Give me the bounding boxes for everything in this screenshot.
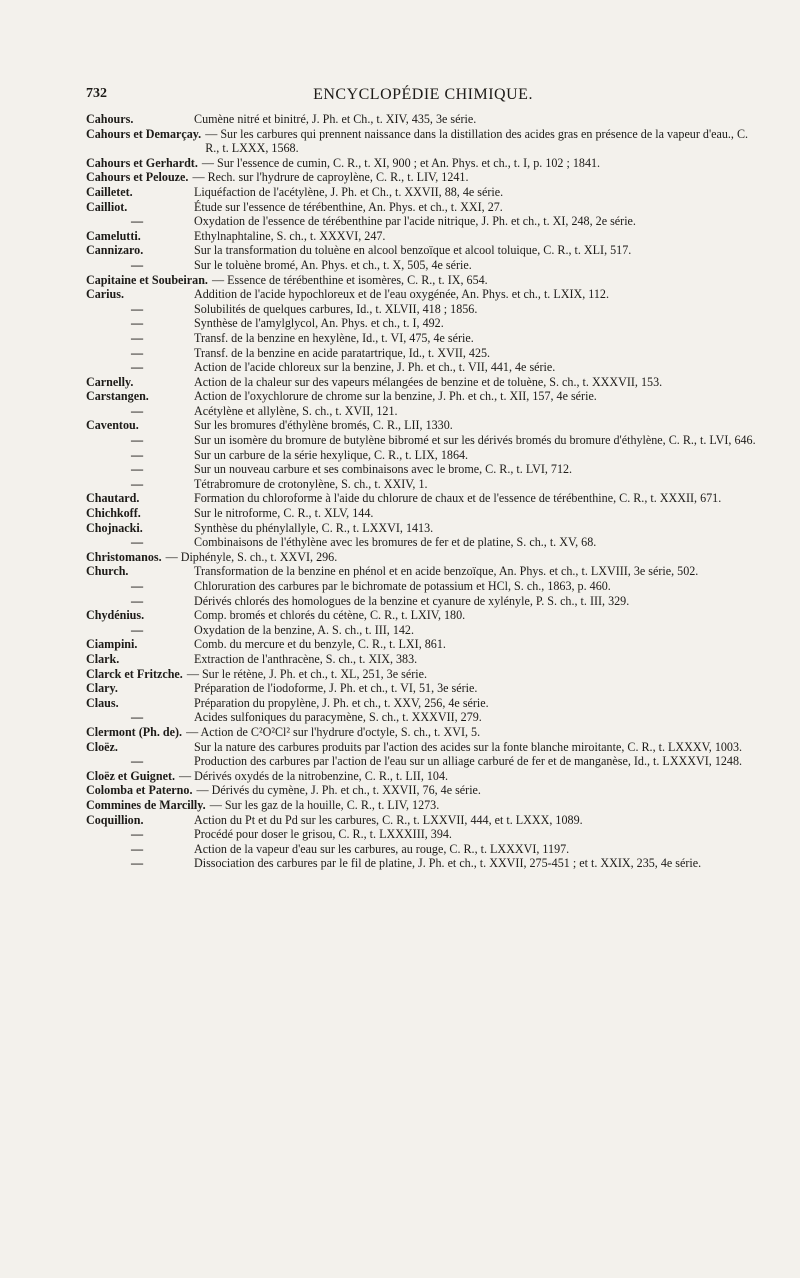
bibliography-entry [86,754,760,769]
entry-author: — [130,710,144,725]
entry-text: Sur un carbure de la série hexylique, C. R., t. LIX, 1864. [194,447,469,462]
bibliography-entry [86,156,760,171]
entry-author: — [130,856,144,871]
entry-author: Cahours et Demarçay. [86,126,202,141]
entry-text: Acides sulfoniques du paracymène, S. ch., t. XXXVII, 279. [194,710,482,725]
entry-author: Church. [86,564,129,579]
entry-author: — [130,462,144,477]
bibliography-entry [86,594,760,609]
bibliography-entry [86,856,760,871]
entry-text: — Sur l'essence de cumin, C. R., t. XI, 900 ; et An. Phys. et ch., t. I, p. 102 ; 1841. [201,155,601,170]
entry-author: Colomba et Paterno. [86,783,193,798]
bibliography-entry [86,448,760,463]
entry-author: Capitaine et Soubeiran. [86,272,208,287]
entry-author: Chojnacki. [86,520,143,535]
entry-author: Chydénius. [86,608,145,623]
bibliography-entry [86,229,760,244]
entry-text: Sur le nitroforme, C. R., t. XLV, 144. [194,506,374,521]
bibliography-entry [86,550,760,565]
bibliography-entry [86,331,760,346]
entry-text: Action de l'acide chloreux sur la benzine, J. Ph. et ch., t. VII, 441, 4e série. [194,360,556,375]
entry-text: Addition de l'acide hypochloreux et de l'eau oxygénée, An. Phys. et ch., t. LXIX, 112. [194,287,609,302]
entry-text: Transformation de la benzine en phénol et en acide benzoïque, An. Phys. et ch., t. LXVIII, 3e série, 502. [194,564,699,579]
bibliography-entry [86,637,760,652]
bibliography-entry [86,127,760,156]
entry-text: Sur la transformation du toluène en alcool benzoïque et alcool toluique, C. R., t. XLI, 517. [194,243,632,258]
entry-text: Sur la nature des carbures produits par l'action des acides sur la fonte blanche miroitante, C. R., t. LXXXV, 1003. [194,739,743,754]
entry-author: Chichkoff. [86,506,141,521]
entry-author: — [130,330,144,345]
entry-author: Carnelly. [86,374,134,389]
entry-text: Synthèse de l'amylglycol, An. Phys. et ch., t. I, 492. [194,316,444,331]
entry-author: Christomanos. [86,549,162,564]
bibliography-entry [86,710,760,725]
entry-author: Caventou. [86,418,139,433]
entry-text: Extraction de l'anthracène, S. ch., t. XIX, 383. [194,651,418,666]
bibliography-list [86,112,760,871]
entry-text: — Action de C²O²Cl² sur l'hydrure d'octyle, S. ch., t. XVI, 5. [186,724,481,739]
bibliography-entry [86,681,760,696]
bibliography-entry [86,725,760,740]
entry-text: Liquéfaction de l'acétylène, J. Ph. et Ch., t. XXVII, 88, 4e série. [194,184,504,199]
entry-text: Sur les bromures d'éthylène bromés, C. R., LII, 1330. [194,418,453,433]
entry-text: Procédé pour doser le grisou, C. R., t. LXXXIII, 394. [194,827,452,842]
entry-text: — Dérivés du cymène, J. Ph. et ch., t. XXVII, 76, 4e série. [196,783,481,798]
entry-author: Cahours. [86,112,134,126]
bibliography-entry [86,433,760,448]
entry-text: — Sur les gaz de la houille, C. R., t. LIV, 1273. [209,797,440,812]
entry-text: Oxydation de la benzine, A. S. ch., t. III, 142. [194,622,414,637]
entry-text: Solubilités de quelques carbures, Id., t. XLVII, 418 ; 1856. [194,301,478,316]
bibliography-entry [86,243,760,258]
bibliography-entry [86,185,760,200]
entry-author: — [130,593,144,608]
entry-author: Chautard. [86,491,140,506]
bibliography-entry [86,740,760,755]
bibliography-entry [86,477,760,492]
bibliography-entry [86,360,760,375]
entry-author: — [130,301,144,316]
bibliography-entry [86,112,760,127]
bibliography-entry [86,623,760,638]
entry-text: — Sur les carbures qui prennent naissance dans la distillation des acides gras en présence de la vapeur d'eau., C. R., t. LXXX, 1568. [205,126,749,156]
entry-text: Tétrabromure de crotonylène, S. ch., t. XXIV, 1. [194,476,428,491]
entry-author: — [130,754,144,769]
running-title: ENCYCLOPÉDIE CHIMIQUE. [313,86,533,103]
entry-text: Sur le toluène bromé, An. Phys. et ch., t. X, 505, 4e série. [194,257,472,272]
entry-author: Cahours et Gerhardt. [86,155,198,170]
entry-author: — [130,345,144,360]
entry-text: Action de la chaleur sur des vapeurs mélangées de benzine et de toluène, S. ch., t. XXXVII, 153. [194,374,663,389]
entry-author: — [130,579,144,593]
bibliography-entry [86,170,760,185]
entry-author: — [130,841,144,856]
entry-text: Comp. bromés et chlorés du cétène, C. R., t. LXIV, 180. [194,608,466,623]
entry-text: Étude sur l'essence de térébenthine, An. Phys. et ch., t. XXI, 27. [194,199,503,214]
entry-author: — [130,827,144,842]
entry-text: Dérivés chlorés des homologues de la benzine et cyanure de xylényle, P. S. ch., t. III, 329. [194,593,630,608]
entry-text: Action de l'oxychlorure de chrome sur la benzine, J. Ph. et ch., t. XII, 157, 4e série. [194,389,597,404]
bibliography-entry [86,491,760,506]
bibliography-entry [86,769,760,784]
entry-author: Carius. [86,287,124,302]
entry-author: — [130,622,144,637]
entry-text: Chloruration des carbures par le bichromate de potassium et HCl, S. ch., 1863, p. 460. [194,579,611,593]
bibliography-entry [86,696,760,711]
bibliography-entry [86,200,760,215]
bibliography-entry [86,258,760,273]
entry-author: Ciampini. [86,637,138,652]
entry-text: Synthèse du phénylallyle, C. R., t. LXXVI, 1413. [194,520,434,535]
entry-author: Commines de Marcilly. [86,797,206,812]
entry-text: Préparation de l'iodoforme, J. Ph. et ch., t. VI, 51, 3e série. [194,681,478,696]
entry-text: Transf. de la benzine en hexylène, Id., t. VI, 475, 4e série. [194,330,474,345]
bibliography-entry [86,652,760,667]
entry-author: — [130,316,144,331]
entry-author: Cannizaro. [86,243,144,258]
entry-text: Action de la vapeur d'eau sur les carbures, au rouge, C. R., t. LXXXVI, 1197. [194,841,570,856]
bibliography-entry [86,535,760,550]
entry-text: — Sur le rétène, J. Ph. et ch., t. XL, 251, 3e série. [186,666,427,681]
entry-author: Carstangen. [86,389,149,404]
entry-text: — Rech. sur l'hydrure de caproylène, C. R., t. LIV, 1241. [192,170,469,185]
entry-author: Cloëz et Guignet. [86,768,176,783]
bibliography-entry [86,842,760,857]
bibliography-entry [86,375,760,390]
entry-text: Sur un isomère du bromure de butylène bibromé et sur les dérivés bromés du bromure d'éthylène, C. R., t. LVI, 646. [194,433,756,448]
entry-author: Cailletet. [86,184,133,199]
bibliography-entry [86,462,760,477]
entry-text: Ethylnaphtaline, S. ch., t. XXXVI, 247. [194,228,386,243]
entry-text: Formation du chloroforme à l'aide du chlorure de chaux et de l'essence de térébenthine, C. R., t. XXXII, 671. [194,491,722,506]
bibliography-entry [86,316,760,331]
entry-author: Cailliot. [86,199,128,214]
bibliography-entry [86,389,760,404]
entry-author: — [130,403,144,418]
entry-author: Cahours et Pelouze. [86,170,189,185]
entry-author: Clermont (Ph. de). [86,724,183,739]
entry-author: — [130,257,144,272]
entry-text: Sur un nouveau carbure et ses combinaisons avec le brome, C. R., t. LVI, 712. [194,462,573,477]
entry-author: Camelutti. [86,228,141,243]
bibliography-entry [86,346,760,361]
bibliography-entry [86,287,760,302]
page-number: 732 [86,86,107,101]
bibliography-entry [86,564,760,579]
bibliography-entry [86,798,760,813]
bibliography-entry [86,783,760,798]
entry-author: Clary. [86,681,118,696]
bibliography-entry [86,579,760,594]
bibliography-entry [86,418,760,433]
entry-text: — Diphényle, S. ch., t. XXVI, 296. [165,549,338,564]
entry-author: — [130,214,144,229]
entry-text: Action du Pt et du Pd sur les carbures, C. R., t. LXXVII, 444, et t. LXXX, 1089. [194,812,583,827]
entry-author: Clarck et Fritzche. [86,666,183,681]
entry-text: Transf. de la benzine en acide paratartrique, Id., t. XVII, 425. [194,345,491,360]
entry-author: Coquillion. [86,812,144,827]
bibliography-entry [86,404,760,419]
entry-text: Acétylène et allylène, S. ch., t. XVII, 121. [194,403,398,418]
page-header [86,86,760,110]
entry-author: — [130,433,144,448]
entry-author: — [130,447,144,462]
bibliography-entry [86,302,760,317]
bibliography-entry [86,608,760,623]
bibliography-entry [86,521,760,536]
entry-author: Claus. [86,695,119,710]
entry-text: — Dérivés oxydés de la nitrobenzine, C. R., t. LII, 104. [179,768,449,783]
entry-text: Dissociation des carbures par le fil de platine, J. Ph. et ch., t. XXVII, 275-451 ; et t. XXIX, 235, 4e série. [194,856,702,871]
entry-author: — [130,535,144,550]
entry-text: Production des carbures par l'action de l'eau sur un alliage carburé de fer et de manganèse, Id., t. LXXXVI, 1248. [194,754,743,769]
entry-text: Préparation du propylène, J. Ph. et ch., t. XXV, 256, 4e série. [194,695,489,710]
entry-text: Combinaisons de l'éthylène avec les bromures de fer et de platine, S. ch., t. XV, 68. [194,535,597,550]
entry-author: Clark. [86,651,120,666]
entry-author: Cloëz. [86,739,118,754]
bibliography-entry [86,667,760,682]
bibliography-entry [86,813,760,828]
entry-text: Comb. du mercure et du benzyle, C. R., t. LXI, 861. [194,637,446,652]
bibliography-entry [86,273,760,288]
bibliography-entry [86,827,760,842]
entry-author: — [130,360,144,375]
entry-text: Oxydation de l'essence de térébenthine par l'acide nitrique, J. Ph. et ch., t. XI, 248, 2e série. [194,214,636,229]
entry-text: — Essence de térébenthine et isomères, C. R., t. IX, 654. [211,272,488,287]
entry-text: Cumène nitré et binitré, J. Ph. et Ch., t. XIV, 435, 3e série. [194,112,477,126]
entry-author: — [130,476,144,491]
bibliography-entry [86,214,760,229]
bibliography-entry [86,506,760,521]
